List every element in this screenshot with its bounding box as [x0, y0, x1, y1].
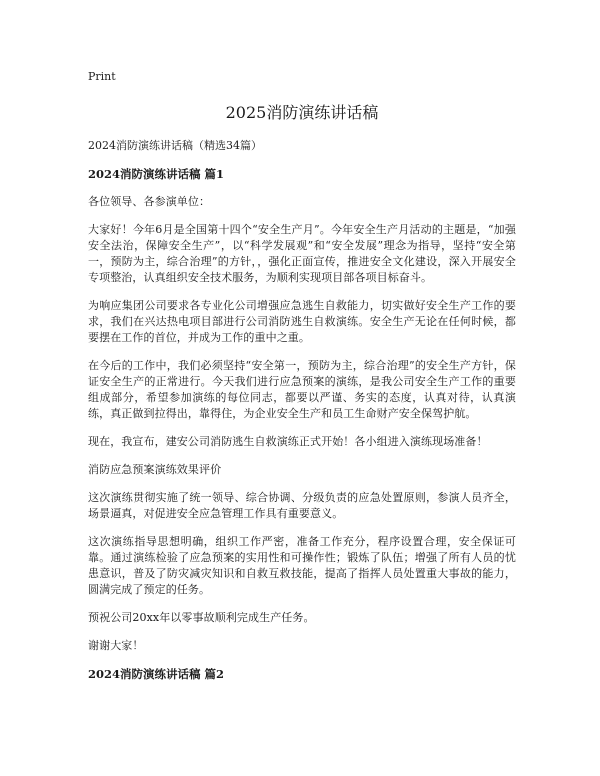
section-heading-1: 2024消防演练讲话稿 篇1 — [88, 167, 225, 181]
document-page — [88, 70, 516, 694]
paragraph-4: 现在，我宣布，建安公司消防逃生自救演练正式开始！各小组进入演练现场准备！ — [88, 435, 488, 448]
section-heading-2: 2024消防演练讲话稿 篇2 — [88, 667, 225, 681]
paragraph-1: 大家好！今年6月是全国第十四个“安全生产月”。今年安全生产月活动的主题是，“加强安全法治，保障安全生产”，以“科学发展观”和“安全发展”理念为指导，坚持“安全第一，预防为主，综合治理”的方针，，强化正面宣传，推进安全文化建设，深入开展安全专项整治，认真组织安全技术服务，为顺利实现项目部各项目标奋斗。 — [88, 223, 516, 284]
paragraph-6: 这次演练指导思想明确，组织工作严密，准备工作充分，程序设置合理，安全保证可靠。通过演练检验了应急预案的实用性和可操作性；锻炼了队伍；增强了所有人员的忧患意识，普及了防灾减灾知识和自救互救技能，提高了指挥人员处置重大事故的能力，圆满完成了预定的任务。 — [88, 535, 516, 596]
paragraph-7: 预祝公司20xx年以零事故顺利完成生产任务。 — [88, 611, 315, 624]
print-label: Print — [88, 70, 116, 83]
paragraph-3: 在今后的工作中，我们必须坚持“安全第一，预防为主，综合治理”的安全生产方针，保证安全生产的正常进行。今天我们进行应急预案的演练，是我公司安全生产工作的重要组成部分，希望参加演练的每位同志，都要以严谨、务实的态度，认真对待，认真演练，真正做到拉得出，靠得住，为企业安全生产和员工生命财产安全保驾护航。 — [88, 359, 516, 420]
evaluation-heading: 消防应急预案演练效果评价 — [88, 463, 222, 476]
salutation: 各位领导、各参演单位： — [88, 195, 211, 208]
closing-thanks: 谢谢大家！ — [88, 639, 144, 652]
paragraph-2: 为响应集团公司要求各专业化公司增强应急逃生自救能力，切实做好安全生产工作的要求，我们在兴达热电项目部进行公司消防逃生自救演练。安全生产无论在任何时候，都要摆在工作的首位，并成为工作的重中之重。 — [88, 299, 516, 344]
document-subtitle: 2024消防演练讲话稿（精选34篇） — [88, 139, 262, 152]
document-title: 2025消防演练讲话稿 — [225, 103, 379, 122]
paragraph-5: 这次演练贯彻实施了统一领导、综合协调、分级负责的应急处置原则，参演人员齐全，场景逼真，对促进安全应急管理工作具有重要意义。 — [88, 491, 516, 520]
